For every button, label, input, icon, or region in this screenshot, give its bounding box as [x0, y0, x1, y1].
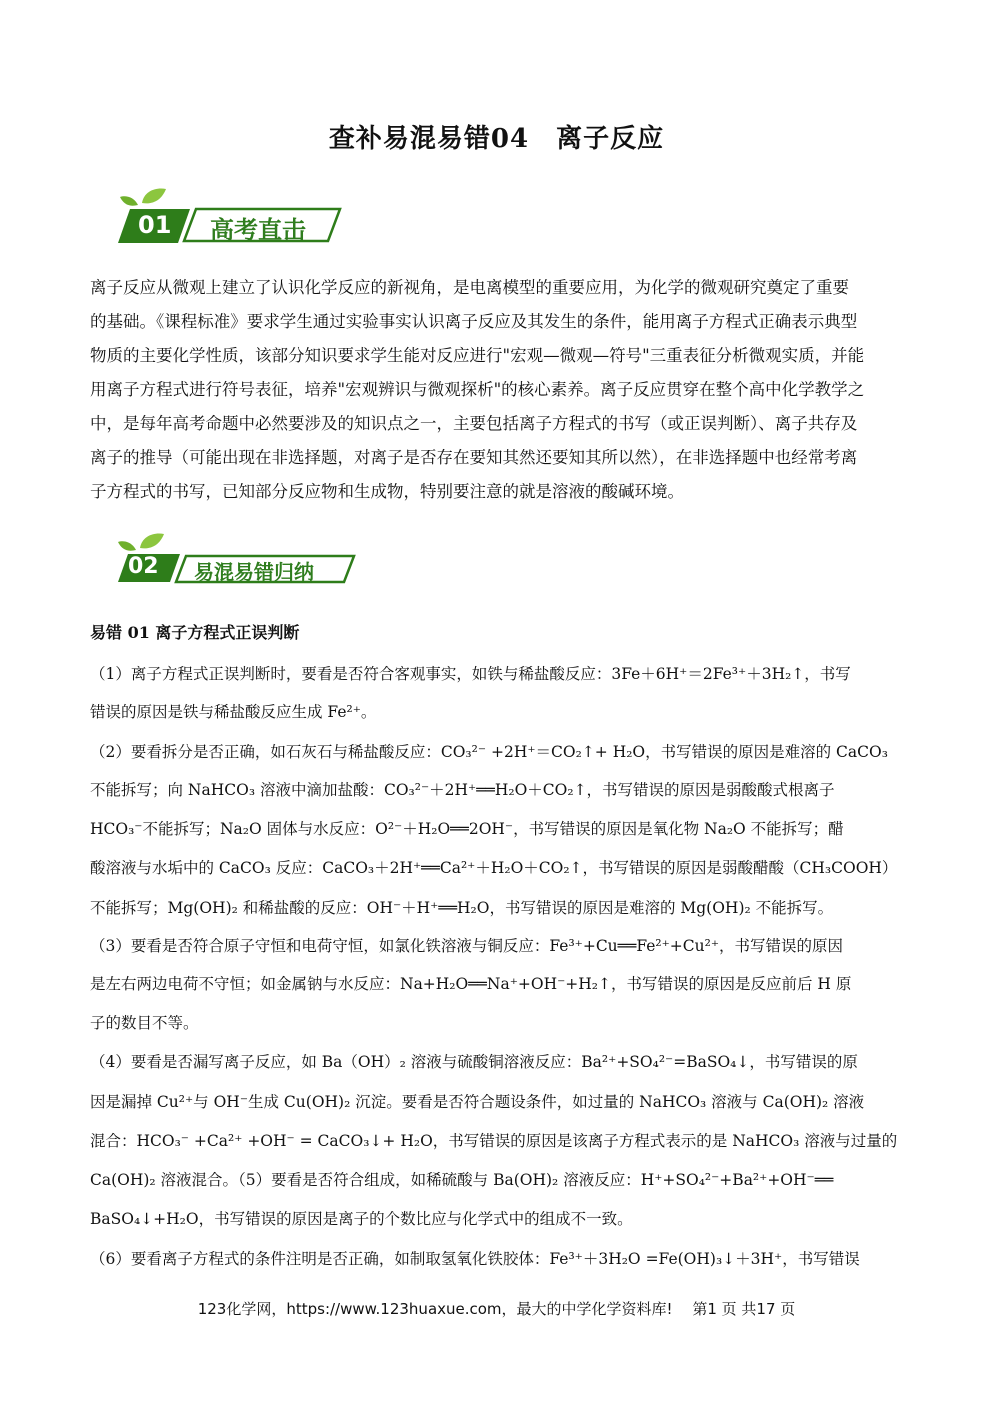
body-line: BaSO₄↓+H₂O，书写错误的原因是离子的个数比应与化学式中的组成不一致。: [90, 1210, 633, 1228]
intro-line: 子方程式的书写，已知部分反应物和生成物，特别要注意的就是溶液的酸碱环境。: [90, 482, 684, 501]
body-line: 不能拆写；向 NaHCO₃ 溶液中滴加盐酸：CO₃²⁻＋2H⁺══H₂O＋CO₂↑，书写错误的原因是弱酸酸式根离子: [90, 781, 835, 799]
intro-line: 中，是每年高考命题中必然要涉及的知识点之一，主要包括离子方程式的书写（或正误判断）、离子共存及: [90, 414, 858, 433]
section-number: 01: [138, 211, 172, 239]
intro-line: 用离子方程式进行符号表征，培养"宏观辨识与微观探析"的核心素养。离子反应贯穿在整个高中化学教学之: [90, 380, 865, 399]
body-line: （6）要看离子方程式的条件注明是否正确，如制取氢氧化铁胶体：Fe³⁺＋3H₂O =Fe(OH)₃↓＋3H⁺，书写错误: [90, 1250, 860, 1268]
subheading: 易错 01 离子方程式正误判断: [90, 623, 300, 642]
section-label: 易混易错归纳: [194, 560, 314, 584]
body-line: 不能拆写；Mg(OH)₂ 和稀盐酸的反应：OH⁻＋H⁺══H₂O，书写错误的原因是难溶的 Mg(OH)₂ 不能拆写。: [90, 899, 834, 917]
section-label: 高考直击: [210, 216, 306, 244]
intro-paragraph: [90, 271, 904, 509]
section-banner-1: [112, 185, 372, 245]
intro-line: 的基础。《课程标准》要求学生通过实验事实认识离子反应及其发生的条件，能用离子方程式正确表示典型: [90, 312, 858, 331]
body-line: （4）要看是否漏写离子反应，如 Ba（OH）₂ 溶液与硫酸铜溶液反应：Ba²⁺+SO₄²⁻=BaSO₄↓，书写错误的原: [90, 1053, 858, 1071]
body-line: （3）要看是否符合原子守恒和电荷守恒，如氯化铁溶液与铜反应：Fe³⁺+Cu══Fe²⁺+Cu²⁺，书写错误的原因: [90, 937, 844, 955]
body-line: （2）要看拆分是否正确，如石灰石与稀盐酸反应：CO₃²⁻ +2H⁺＝CO₂↑+ H₂O，书写错误的原因是难溶的 CaCO₃: [90, 743, 888, 761]
section-number: 02: [128, 554, 159, 579]
body-line: 混合：HCO₃⁻ +Ca²⁺ +OH⁻ = CaCO₃↓+ H₂O，书写错误的原因是该离子方程式表示的是 NaHCO₃ 溶液与过量的: [90, 1132, 898, 1150]
body-line: 因是漏掉 Cu²⁺与 OH⁻生成 Cu(OH)₂ 沉淀。要看是否符合题设条件，如过量的 NaHCO₃ 溶液与 Ca(OH)₂ 溶液: [90, 1093, 865, 1111]
body-line: （1）离子方程式正误判断时，要看是否符合客观事实，如铁与稀盐酸反应：3Fe＋6H⁺＝2Fe³⁺＋3H₂↑，书写: [90, 665, 851, 683]
body-line: 酸溶液与水垢中的 CaCO₃ 反应：CaCO₃＋2H⁺══Ca²⁺＋H₂O＋CO₂↑，书写错误的原因是弱酸醋酸（CH₃COOH）: [90, 859, 898, 877]
page-footer: 123化学网，https://www.123huaxue.com，最大的中学化学资料库! 第1 页 共17 页: [197, 1300, 796, 1318]
body-line: HCO₃⁻不能拆写；Na₂O 固体与水反应：O²⁻＋H₂O══2OH⁻，书写错误的原因是氧化物 Na₂O 不能拆写；醋: [90, 820, 844, 838]
intro-line: 离子反应从微观上建立了认识化学反应的新视角，是电离模型的重要应用，为化学的微观研究奠定了重要: [90, 278, 849, 297]
body-line: 错误的原因是铁与稀盐酸反应生成 Fe²⁺。: [90, 703, 377, 721]
intro-line: 离子的推导（可能出现在非选择题，对离子是否存在要知其然还要知其所以然），在非选择题中也经常考离: [90, 448, 858, 467]
body-line: 子的数目不等。: [90, 1014, 199, 1032]
section-banner-2: [112, 530, 372, 590]
intro-line: 物质的主要化学性质，该部分知识要求学生能对反应进行"宏观—微观—符号"三重表征分析微观实质，并能: [90, 346, 865, 365]
page-title: 查补易混易错04 离子反应: [328, 124, 665, 154]
body-line: Ca(OH)₂ 溶液混合。（5）要看是否符合组成，如稀硫酸与 Ba(OH)₂ 溶液反应：H⁺+SO₄²⁻+Ba²⁺+OH⁻══: [90, 1171, 834, 1189]
body-line: 是左右两边电荷不守恒；如金属钠与水反应：Na+H₂O══Na⁺+OH⁻+H₂↑，书写错误的原因是反应前后 H 原: [90, 975, 852, 993]
